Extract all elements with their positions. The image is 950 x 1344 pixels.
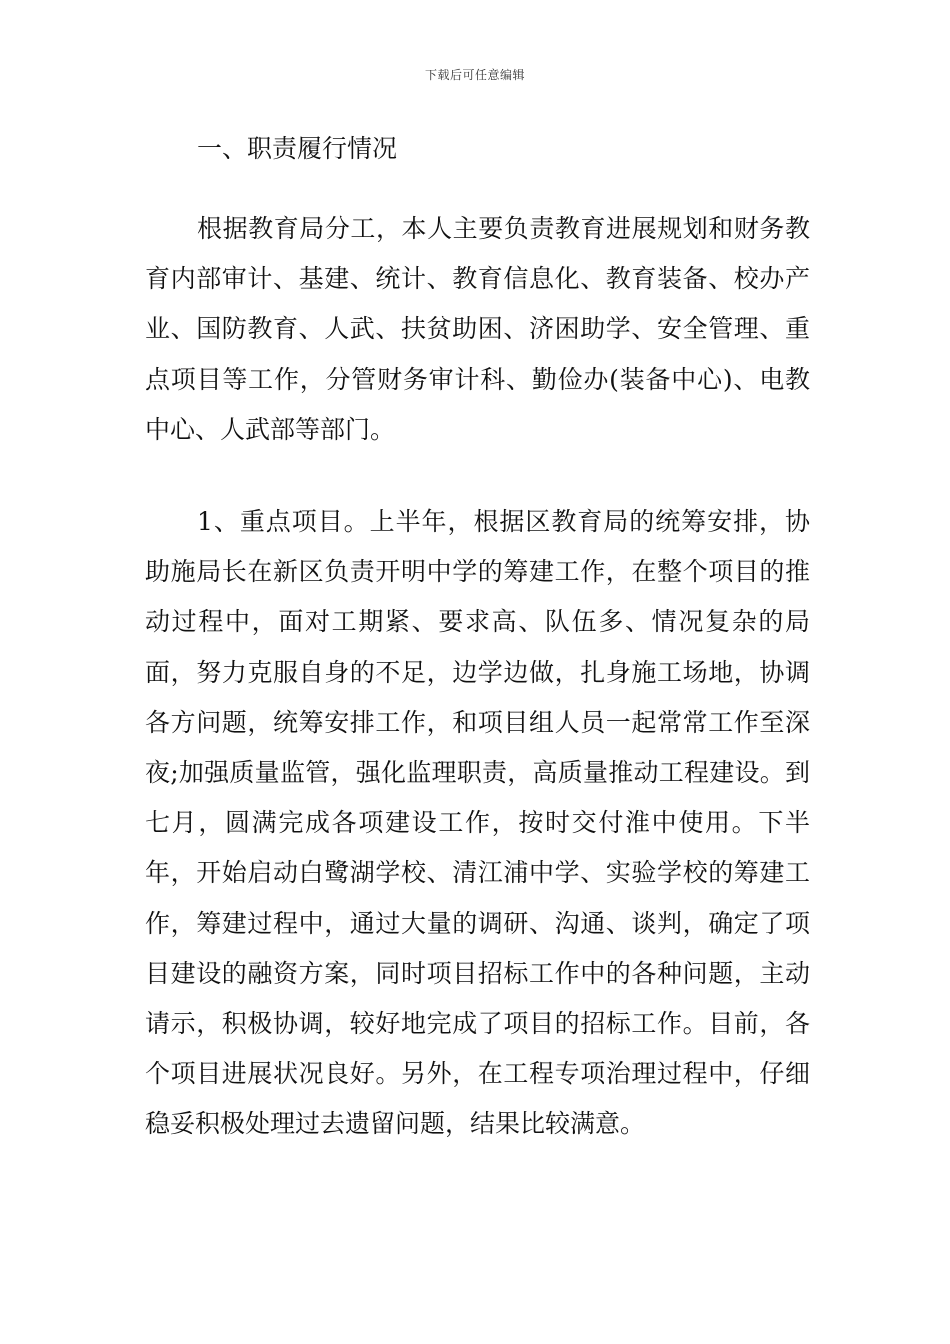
section-heading: 一、职责履行情况 <box>197 134 398 163</box>
document-body <box>145 124 810 1192</box>
header-note: 下载后可任意编辑 <box>424 68 525 82</box>
paragraph-key-projects: 1、重点项目。上半年，根据区教育局的统筹安排，协助施局长在新区负责开明中学的筹建工作，在整个项目的推动过程中，面对工期紧、要求高、队伍多、情况复杂的局面，努力克服自身的不足，边学边做，扎身施工场地，协调各方问题，统筹安排工作，和项目组人员一起常常工作至深夜;加强质量监管，强化监理职责，高质量推动工程建设。到七月，圆满完成各项建设工作，按时交付淮中使用。下半年，开始启动白鹭湖学校、清江浦中学、实验学校的筹建工作，筹建过程中，通过大量的调研、沟通、谈判，确定了项目建设的融资方案，同时项目招标工作中的各种问题，主动请示，积极协调，较好地完成了项目的招标工作。目前，各个项目进展状况良好。另外，在工程专项治理过程中，仔细稳妥积极处理过去遗留问题，结果比较满意。 <box>145 507 810 1139</box>
paragraph-responsibilities: 根据教育局分工，本人主要负责教育进展规划和财务教育内部审计、基建、统计、教育信息化、教育装备、校办产业、国防教育、人武、扶贫助困、济困助学、安全管理、重点项目等工作，分管财务审计科、勤俭办(装备中心)、电教中心、人武部等部门。 <box>145 214 810 444</box>
